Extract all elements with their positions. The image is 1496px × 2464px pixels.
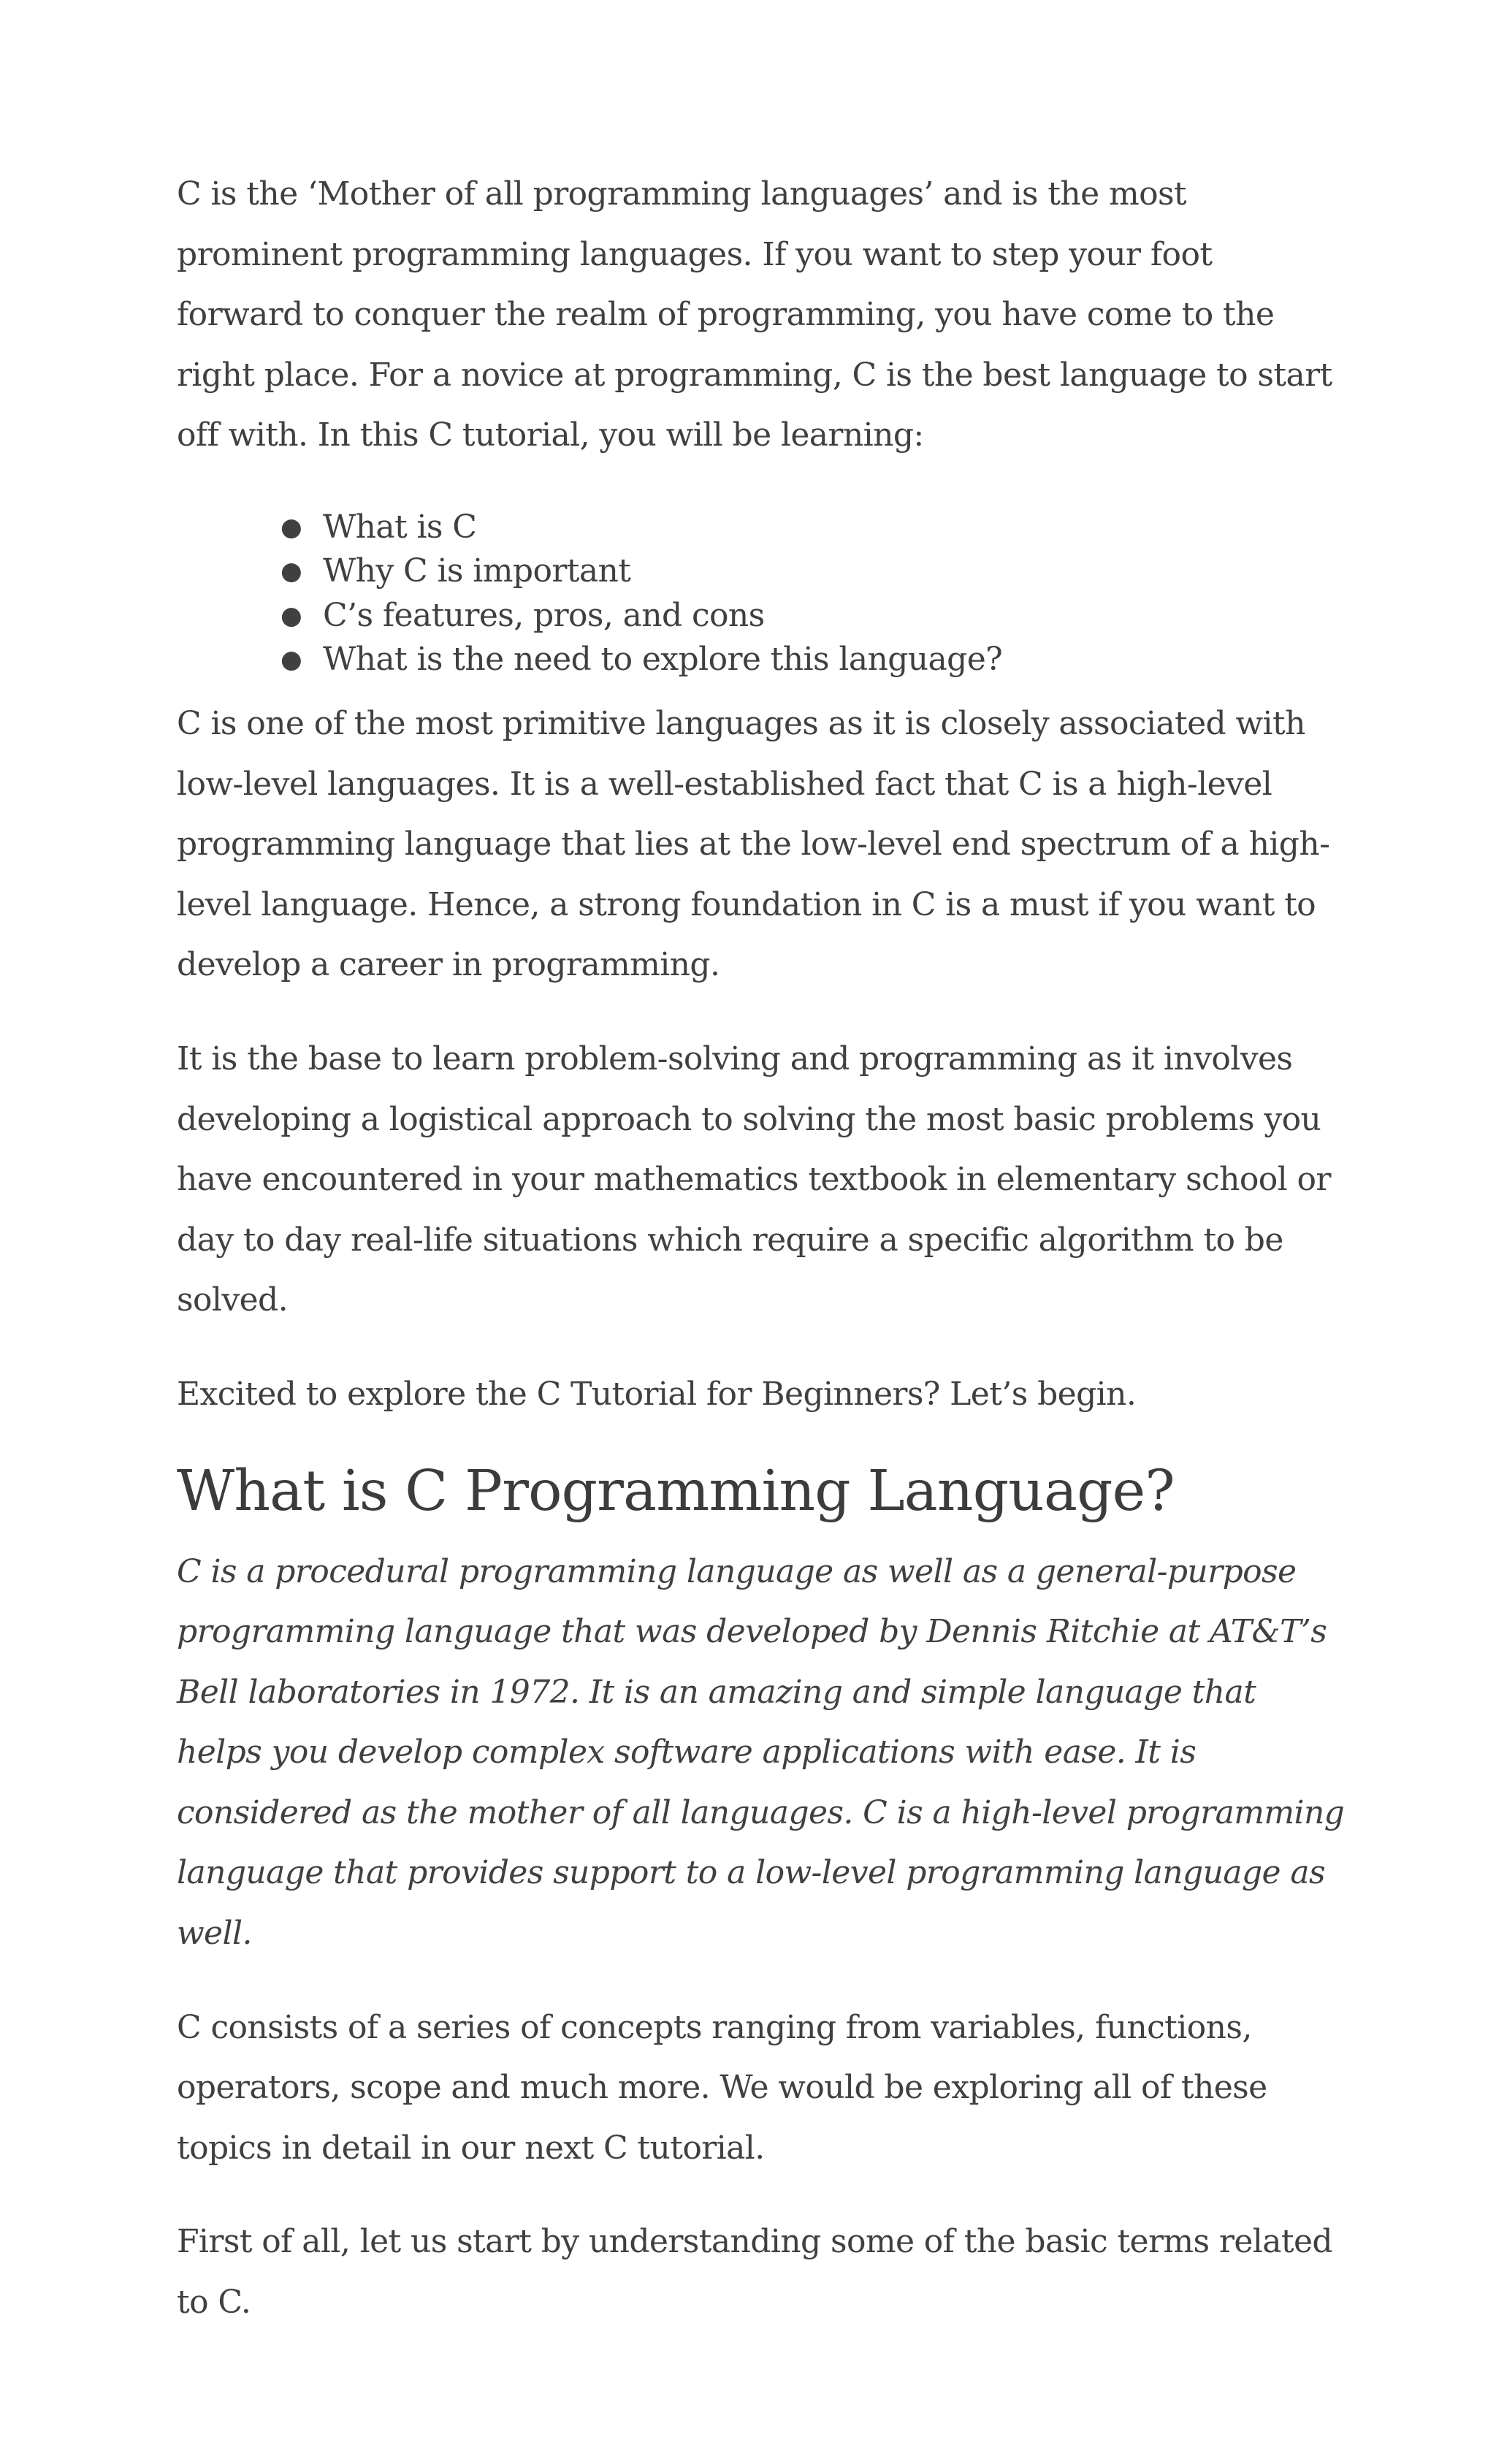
first-paragraph: First of all, let us start by understanding some of the basic terms related to C.: [177, 2223, 1332, 2322]
list-item-text: Why C is important: [323, 552, 631, 590]
list-item-text: What is the need to explore this language?: [323, 641, 1003, 679]
primitive-paragraph: C is one of the most primitive languages as it is closely associated with low-level languages. It is a well-established fact that C is a high-level programming language that lies at the low-level end spectrum of a high-level language. Hence, a strong foundation in C is a must if you want to develop a career in programming.: [177, 704, 1330, 984]
excited-paragraph: Excited to explore the C Tutorial for Beginners? Let’s begin.: [177, 1375, 1137, 1413]
bullet-icon: ●: [280, 600, 302, 630]
intro-paragraph: C is the ‘Mother of all programming languages’ and is the most prominent programming languages. If you want to step your foot forward to conquer the realm of programming, you have come to the right place. For a novice at programming, C is the best language to start off with. In this C tutorial, you will be learning:: [177, 175, 1332, 454]
list-item: [280, 638, 1346, 682]
bullet-icon: ●: [280, 512, 302, 542]
document-page: [177, 164, 1346, 2333]
bullet-icon: ●: [280, 645, 302, 675]
learning-list: [177, 506, 1346, 682]
list-item-text: What is C: [323, 508, 477, 546]
list-item: [280, 506, 1346, 550]
bullet-icon: ●: [280, 557, 302, 587]
list-item: [280, 594, 1346, 638]
list-item: [280, 549, 1346, 594]
list-item-text: C’s features, pros, and cons: [323, 596, 765, 634]
base-paragraph: It is the base to learn problem-solving and programming as it involves developing a logistical approach to solving the most basic problems you have encountered in your mathematics textbook in elementary school or day to day real-life situations which require a specific algorithm to be solved.: [177, 1040, 1331, 1319]
concepts-paragraph: C consists of a series of concepts ranging from variables, functions, operators, scope and much more. We would be exploring all of these topics in detail in our next C tutorial.: [177, 2008, 1267, 2167]
section-heading: What is C Programming Language?: [177, 1458, 1175, 1524]
definition-paragraph: C is a procedural programming language as well as a general-purpose programming language that was developed by Dennis Ritchie at AT&T’s Bell laboratories in 1972. It is an amazing and simple language that helps you develop complex software applications with ease. It is considered as the mother of all languages. C is a high-level programming language that provides support to a low-level programming language as well.: [177, 1552, 1345, 1953]
